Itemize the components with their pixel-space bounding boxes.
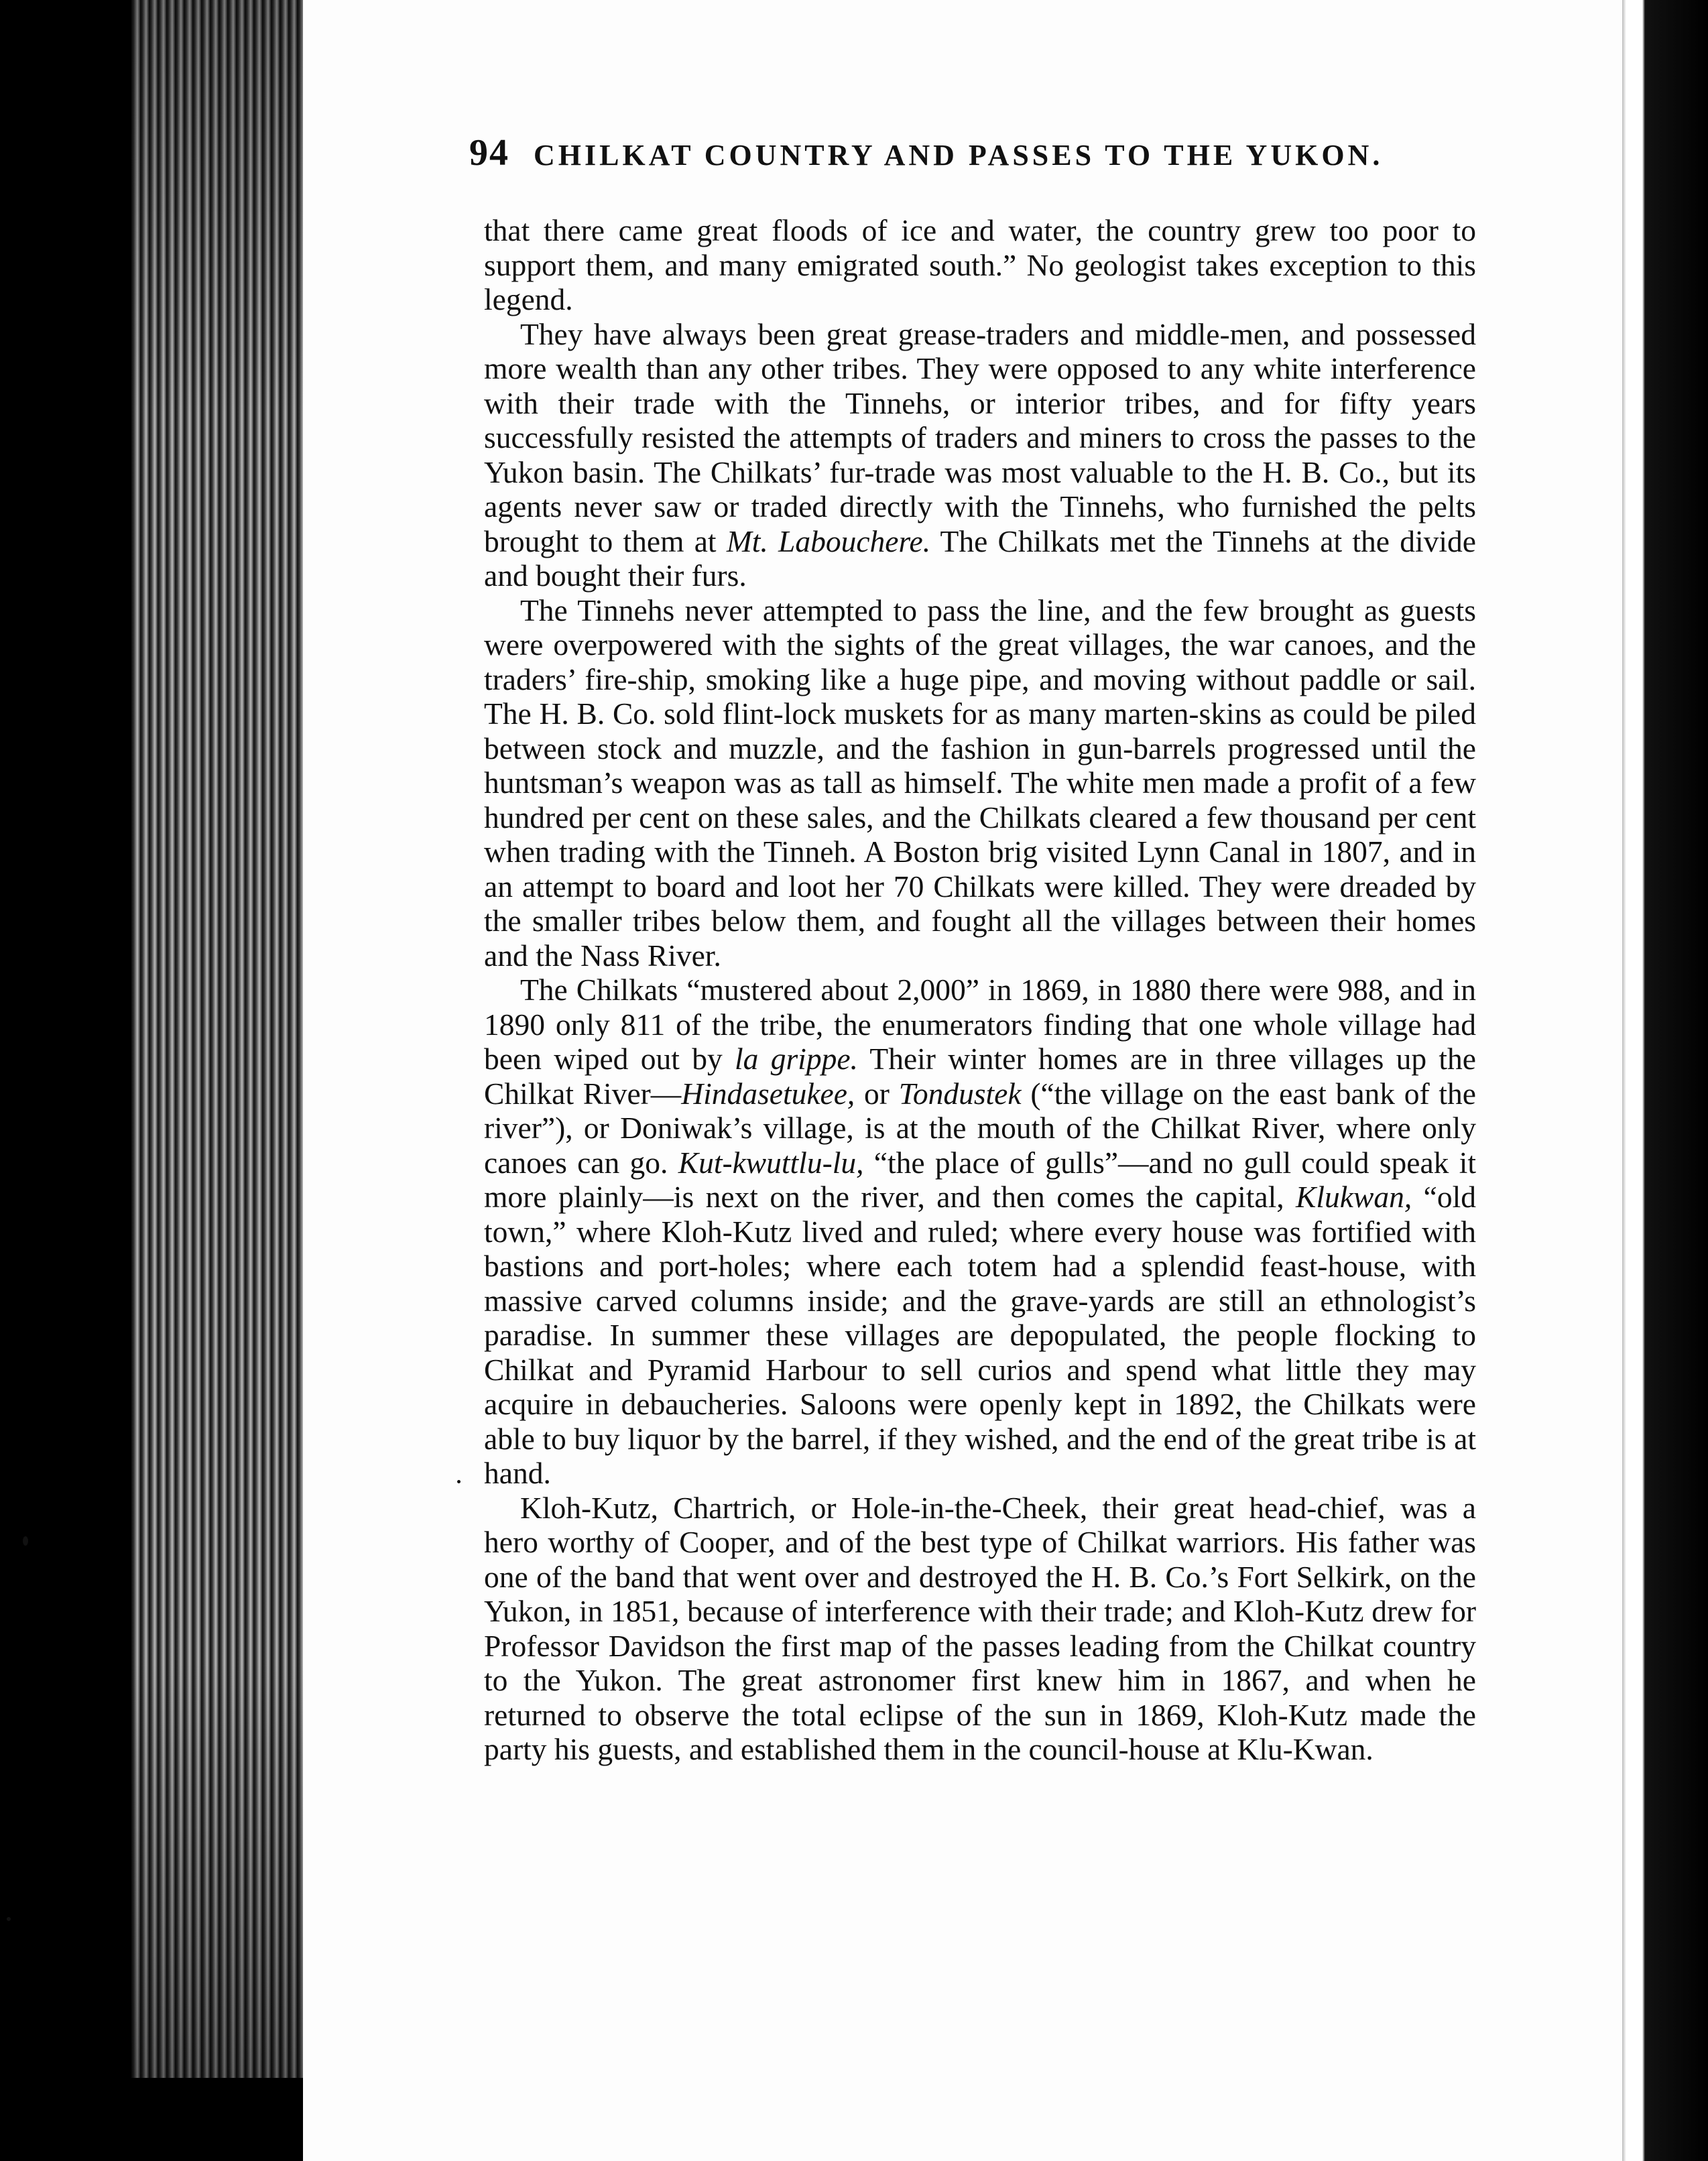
scan-speck <box>23 1536 28 1546</box>
adjacent-page-edge <box>1622 0 1708 2161</box>
text-run: “the place of gulls”—and no gull could speak it more plainly—is next on the river, and then comes the capital, <box>484 1145 1476 1214</box>
page-number: 94 <box>469 132 509 174</box>
text-run: They have always been great grease-traders and middle-men, and possessed more wealth than any other tribes. They were opposed to any white interference with their trade with the Tinnehs, or interior tribes, and for fifty years successfully resisted the attempts of traders and miners to cross the passes to the Yukon basin. The Chilkats’ fur-trade was most valuable to the H. B. Co., but its agents never saw or traded directly with the Tinnehs, who furnished the pelts brought to them at <box>484 316 1476 558</box>
text-run: or <box>855 1076 899 1111</box>
body-text <box>484 213 1476 1767</box>
italic-text: la grippe. <box>735 1042 858 1076</box>
paragraph <box>484 1491 1476 1767</box>
text-run: that there came great floods of ice and water, the country grew too poor to support them, and many emigrated south.” No geologist takes exception to this legend. <box>484 213 1476 316</box>
scan-speck <box>457 1480 461 1483</box>
italic-text: Kut-kwuttlu-lu, <box>678 1145 864 1180</box>
paragraph <box>484 213 1476 317</box>
italic-text: Mt. Labouchere. <box>726 523 931 558</box>
text-run: The Chilkats met the Tinnehs at the divide and bought their furs. <box>484 523 1477 593</box>
paragraph <box>484 593 1476 973</box>
paragraph <box>484 317 1476 593</box>
text-run: The Tinnehs never attempted to pass the line, and the few brought as guests were overpowered with the sights of the great villages, the war canoes, and the traders’ fire-ship, smoking like a huge pipe, and moving without paddle or sail. The H. B. Co. sold flint-lock muskets for as many marten-skins as could be piled between stock and muzzle, and the fashion in gun-barrels progressed until the huntsman’s weapon was as tall as himself. The white men made a profit of a few hundred per cent on these sales, and the Chilkats cleared a few thousand per cent when trading with the Tinneh. A Boston brig visited Lynn Canal in 1807, and in an attempt to board and loot her 70 Chilkats were killed. They were dreaded by the smaller tribes below them, and fought all the villages between their homes and the Nass River. <box>484 593 1476 973</box>
paragraph <box>484 973 1476 1491</box>
text-run: Their winter homes are in three villages up the Chilkat River— <box>484 1042 1477 1111</box>
running-title: CHILKAT COUNTRY AND PASSES TO THE YUKON. <box>534 139 1384 172</box>
text-run: Kloh-Kutz, Chartrich, or Hole-in-the-Cheek, their great head-chief, was a hero worthy of Cooper, and of the best type of Chilkat warriors. His father was one of the band that went over and destroyed the H. B. Co.’s Fort Selkirk, on the Yukon, in 1851, because of interference with their trade; and Kloh-Kutz drew for Professor Davidson the first map of the passes leading from the Chilkat country to the Yukon. The great astronomer first knew him in 1867, and when he returned to observe the total eclipse of the sun in 1869, Kloh-Kutz made the party his guests, and established them in the council-house at Klu-Kwan. <box>484 1490 1476 1766</box>
running-head <box>469 131 1459 185</box>
text-run: (“the village on the east bank of the river”), or Doniwak’s village, is at the mouth of the Chilkat River, where only canoes can go. <box>484 1076 1476 1180</box>
italic-text: Tondustek <box>898 1076 1022 1111</box>
italic-text: Klukwan, <box>1296 1180 1412 1214</box>
text-run: “old town,” where Kloh-Kutz lived and ruled; where every house was fortified with bastions and port-holes; where each totem had a splendid feast-house, with massive carved columns inside; and the grave-yards are still an ethnologist’s paradise. In summer these villages are depopulated, the people flocking to Chilkat and Pyramid Harbour to sell curios and spend what little they may acquire in debaucheries. Saloons were openly kept in 1892, the Chilkats were able to buy liquor by the barrel, if they wished, and the end of the great tribe is at hand. <box>484 1180 1477 1490</box>
italic-text: Hindasetukee, <box>681 1076 855 1111</box>
scan-speck <box>7 1917 11 1921</box>
book-page-edges <box>131 0 303 2078</box>
text-run: The Chilkats “mustered about 2,000” in 1869, in 1880 there were 988, and in 1890 only 811 of the tribe, the enumerators finding that one whole village had been wiped out by <box>484 973 1476 1076</box>
